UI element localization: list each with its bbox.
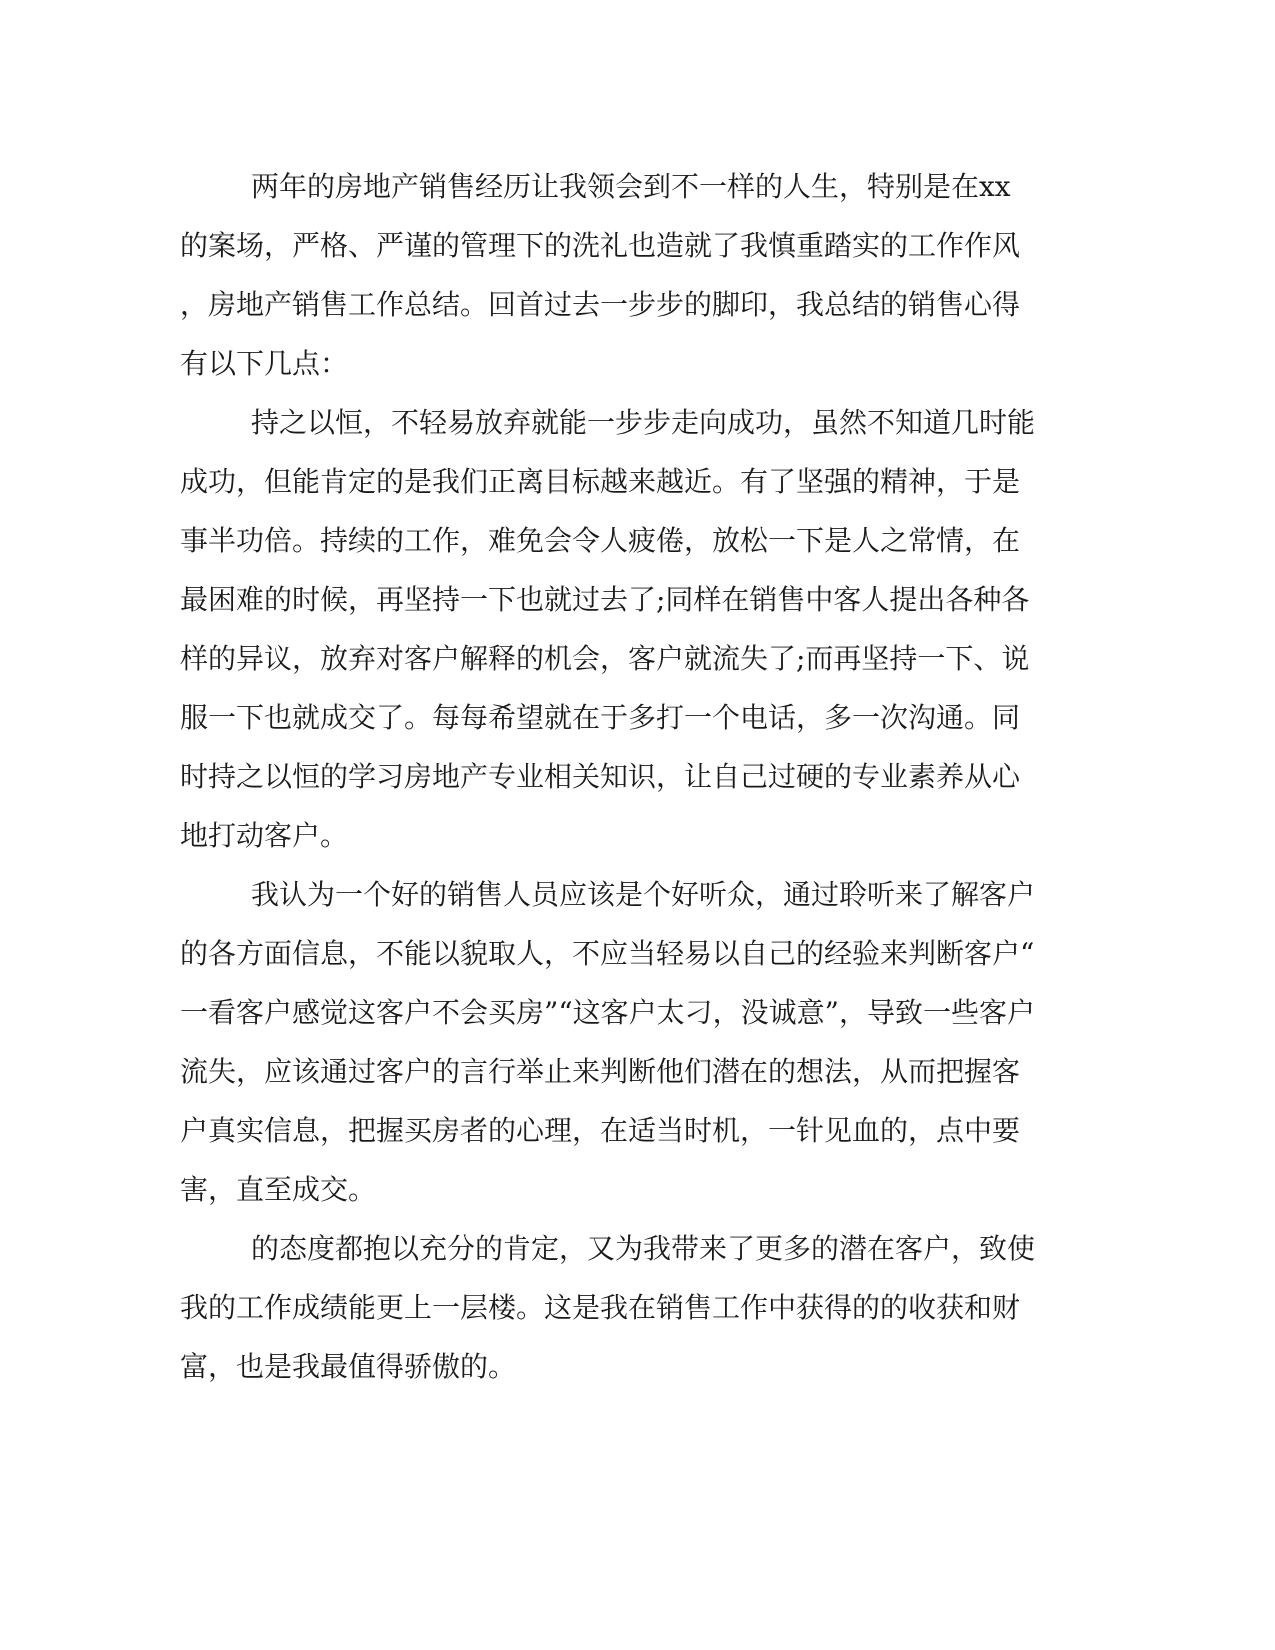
document-body <box>180 157 1036 1396</box>
paragraph-line: 样的异议，放弃对客户解释的机会，客户就流失了;而再坚持一下、说 <box>180 642 1030 675</box>
paragraph-line: 的各方面信息，不能以貌取人，不应当轻易以自己的经验来判断客户“ <box>180 937 1035 970</box>
paragraph-line: 有以下几点： <box>180 347 349 380</box>
paragraph-line: 一看客户感觉这客户不会买房”“这客户太刁，没诚意”，导致一些客户 <box>180 996 1035 1029</box>
paragraph-line: 地打动客户。 <box>180 819 349 852</box>
paragraph-line: 持之以恒，不轻易放弃就能一步步走向成功，虽然不知道几时能 <box>251 406 1036 439</box>
paragraph-line: 成功，但能肯定的是我们正离目标越来越近。有了坚强的精神，于是 <box>180 465 1021 498</box>
paragraph-2 <box>180 393 1036 865</box>
paragraph-line: ，房地产销售工作总结。回首过去一步步的脚印，我总结的销售心得 <box>180 288 1021 321</box>
paragraph-line: 最困难的时候，再坚持一下也就过去了;同样在销售中客人提出各种各 <box>180 583 1030 616</box>
paragraph-line: 的态度都抱以充分的肯定，又为我带来了更多的潜在客户，致使 <box>251 1232 1036 1265</box>
paragraph-4 <box>180 1219 1036 1396</box>
paragraph-line: 时持之以恒的学习房地产专业相关知识，让自己过硬的专业素养从心 <box>180 760 1021 793</box>
paragraph-line: 服一下也就成交了。每每希望就在于多打一个电话，多一次沟通。同 <box>180 701 1021 734</box>
paragraph-line: 的案场，严格、严谨的管理下的洗礼也造就了我慎重踏实的工作作风 <box>180 229 1021 262</box>
paragraph-line: 两年的房地产销售经历让我领会到不一样的人生，特别是在xx <box>251 170 1011 203</box>
paragraph-line: 我的工作成绩能更上一层楼。这是我在销售工作中获得的的收获和财 <box>180 1291 1021 1324</box>
paragraph-line: 流失，应该通过客户的言行举止来判断他们潜在的想法，从而把握客 <box>180 1055 1021 1088</box>
paragraph-line: 富，也是我最值得骄傲的。 <box>180 1350 517 1383</box>
paragraph-3 <box>180 865 1036 1219</box>
paragraph-line: 我认为一个好的销售人员应该是个好听众，通过聆听来了解客户 <box>251 878 1036 911</box>
paragraph-line: 害，直至成交。 <box>180 1173 377 1206</box>
paragraph-1 <box>180 157 1030 393</box>
paragraph-line: 户真实信息，把握买房者的心理，在适当时机，一针见血的，点中要 <box>180 1114 1021 1147</box>
paragraph-line: 事半功倍。持续的工作，难免会令人疲倦，放松一下是人之常情，在 <box>180 524 1021 557</box>
